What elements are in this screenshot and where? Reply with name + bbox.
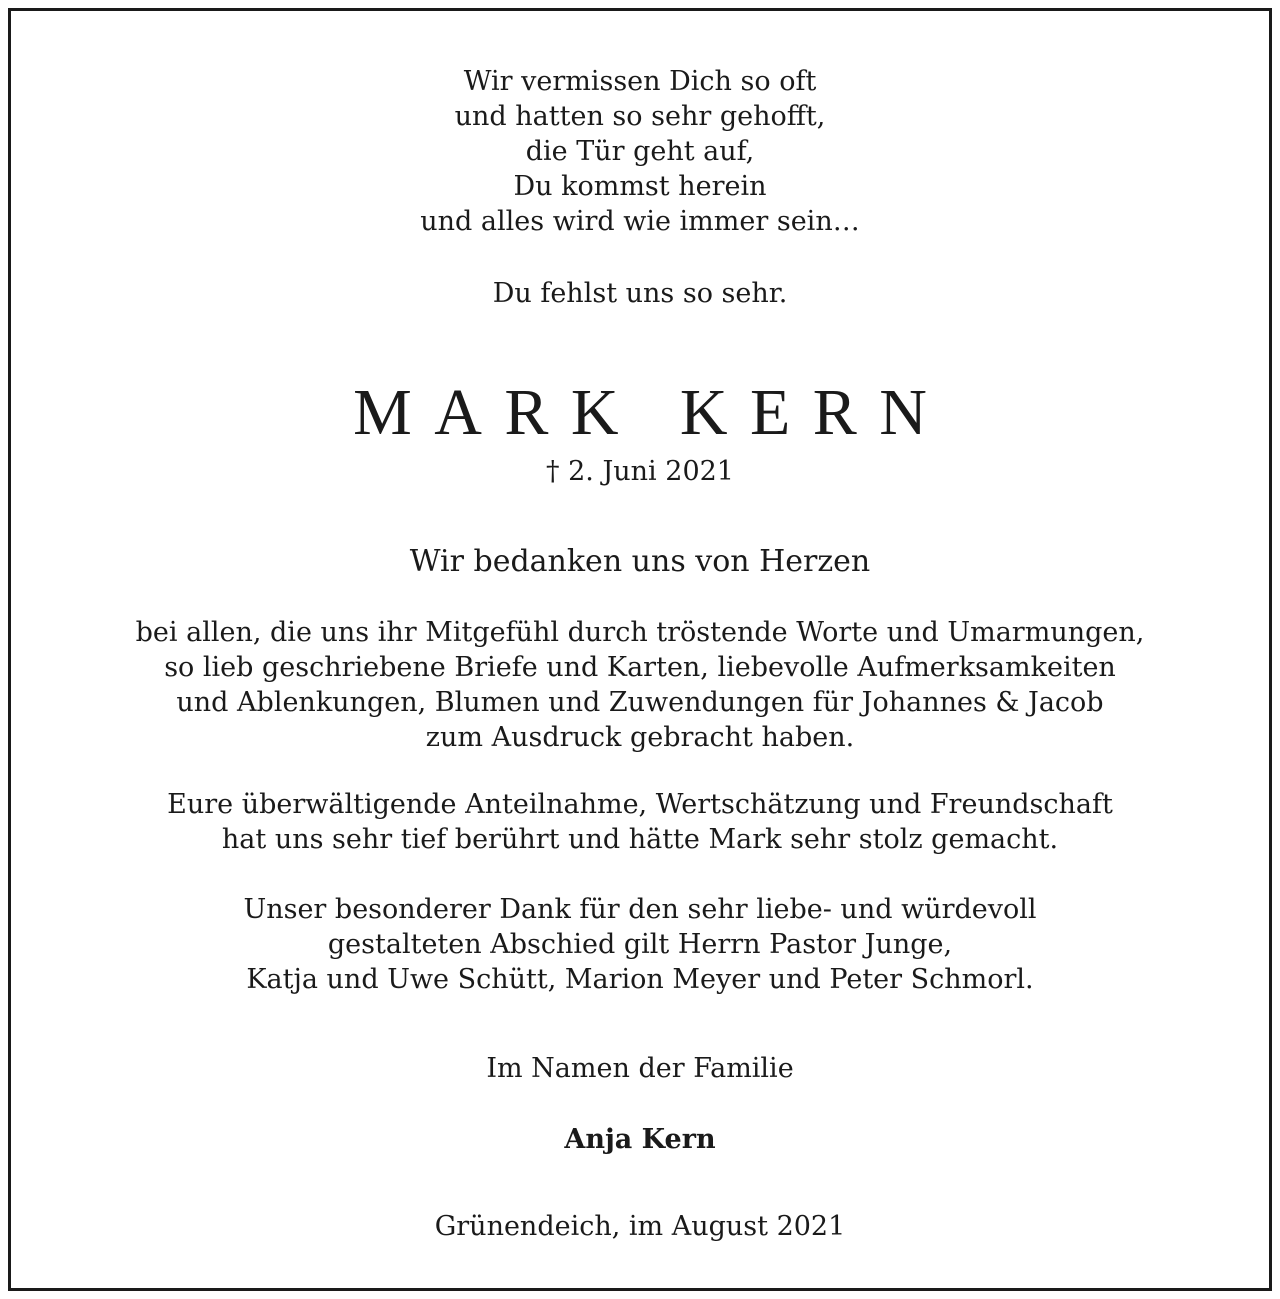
death-date: † 2. Juni 2021 <box>546 456 734 487</box>
text-line: Katja und Uwe Schütt, Marion Meyer und Peter Schmorl. <box>246 964 1034 995</box>
text-line: so lieb geschriebene Briefe und Karten, liebevolle Aufmerksamkeiten <box>164 652 1116 683</box>
thanks-paragraph-2 <box>11 787 1269 857</box>
deceased-name: MARK KERN <box>353 376 950 449</box>
poem-closing: Du fehlst uns so sehr. <box>492 278 788 309</box>
thanks-heading: Wir bedanken uns von Herzen <box>409 544 871 579</box>
obituary-frame <box>8 8 1272 1291</box>
place-date: Grünendeich, im August 2021 <box>434 1211 846 1242</box>
poem-line: Du kommst herein <box>513 171 767 202</box>
poem <box>11 64 1269 239</box>
text-line: und Ablenkungen, Blumen und Zuwendungen für Johannes & Jacob <box>176 687 1104 718</box>
on-behalf-line: Im Namen der Familie <box>486 1053 794 1084</box>
text-line: gestalteten Abschied gilt Herrn Pastor Junge, <box>327 929 953 960</box>
text-line: hat uns sehr tief berührt und hätte Mark sehr stolz gemacht. <box>221 824 1059 855</box>
text-line: zum Ausdruck gebracht haben. <box>425 722 855 753</box>
poem-line: die Tür geht auf, <box>525 136 755 167</box>
poem-line: Wir vermissen Dich so oft <box>463 66 817 97</box>
signer-name: Anja Kern <box>564 1124 716 1155</box>
poem-line: und alles wird wie immer sein… <box>420 206 860 237</box>
thanks-paragraph-3 <box>11 892 1269 997</box>
text-line: bei allen, die uns ihr Mitgefühl durch tröstende Worte und Umarmungen, <box>135 617 1145 648</box>
thanks-paragraph-1 <box>11 615 1269 755</box>
poem-line: und hatten so sehr gehofft, <box>454 101 826 132</box>
text-line: Unser besonderer Dank für den sehr liebe- und würdevoll <box>243 894 1037 925</box>
text-line: Eure überwältigende Anteilnahme, Wertschätzung und Freundschaft <box>167 789 1113 820</box>
